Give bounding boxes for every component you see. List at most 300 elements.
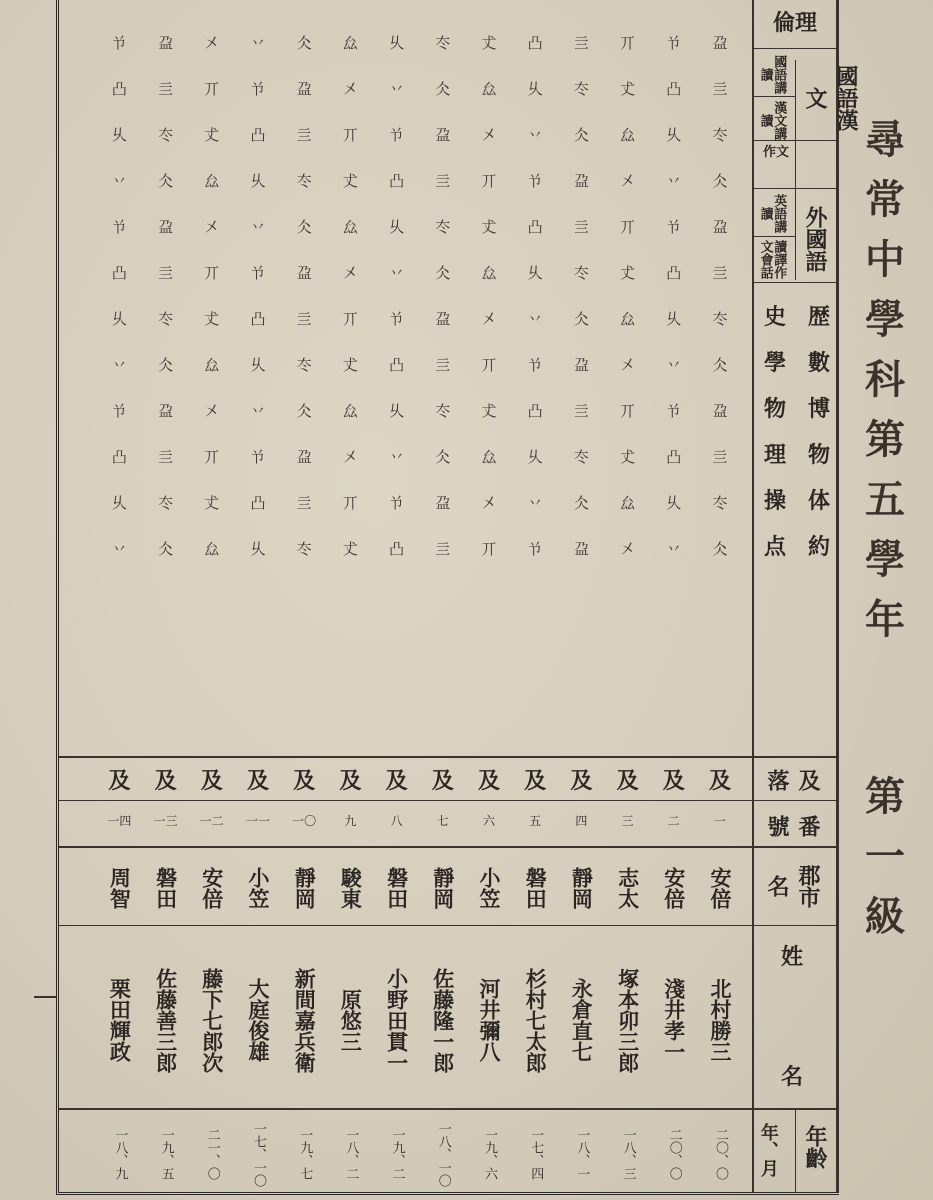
score-cell: 丷 [666, 172, 682, 190]
header-surname: 姓 [780, 944, 803, 970]
score-cell: 仌 [573, 126, 589, 144]
score-cell: 兯 [527, 540, 543, 558]
score-cell: 冭 [712, 494, 728, 512]
student-number: 一二 [199, 814, 224, 828]
score-cell: 盁 [158, 402, 174, 420]
score-cell: 丌 [481, 172, 497, 190]
student-name: 栗田輝政 [107, 978, 133, 1062]
score-cell: 丌 [204, 80, 220, 98]
pass-mark: 及 [154, 768, 177, 794]
pass-mark: 及 [708, 768, 731, 794]
score-cell: 𠀋 [204, 494, 220, 512]
score-cell: 仌 [296, 402, 312, 420]
score-cell: 丷 [666, 540, 682, 558]
score-cell: 盁 [573, 540, 589, 558]
gun-name: 靜岡 [569, 867, 595, 909]
score-cell: 仌 [158, 172, 174, 190]
score-cell: 凸 [666, 264, 682, 282]
score-cell: 冭 [296, 172, 312, 190]
score-cell: 凸 [111, 80, 127, 98]
score-cell: 仌 [435, 80, 451, 98]
student-age: 一八、一 [574, 1128, 590, 1180]
score-cell: 厽 [481, 448, 497, 466]
score-cell: 仌 [712, 356, 728, 374]
score-cell: 冭 [573, 264, 589, 282]
score-cell: 盁 [296, 80, 312, 98]
score-cell: 凸 [666, 448, 682, 466]
pass-mark: 及 [339, 768, 362, 794]
score-cell: 凸 [250, 494, 266, 512]
pass-mark: 及 [108, 768, 131, 794]
pass-mark: 及 [524, 768, 547, 794]
header-gun: 郡市名 [764, 864, 821, 908]
gun-name: 磐田 [153, 867, 179, 909]
student-age: 二〇、〇 [713, 1128, 728, 1180]
hdr-line-3 [752, 188, 836, 189]
score-cell: 丷 [666, 356, 682, 374]
student-name: 塚本卯三郎 [615, 967, 641, 1073]
score-cell: 仌 [158, 540, 174, 558]
header-age-unit: 年、月 [757, 1123, 779, 1177]
score-cell: 𠀋 [620, 264, 636, 282]
divider-scores [59, 756, 836, 758]
score-cell: 仌 [296, 34, 312, 52]
score-cell: 兯 [666, 218, 682, 236]
score-cell: 𠀋 [204, 126, 220, 144]
score-cell: 丷 [527, 310, 543, 328]
score-cell: 凸 [250, 126, 266, 144]
score-cell: 丌 [204, 448, 220, 466]
header-other-char: 物 [763, 396, 786, 422]
score-cell: 厽 [342, 34, 358, 52]
score-cell: 乆 [111, 310, 127, 328]
score-cell: 兯 [389, 310, 405, 328]
score-cell: 凸 [389, 172, 405, 190]
score-cell: 冭 [712, 310, 728, 328]
score-cell: 丌 [342, 310, 358, 328]
score-column [238, 20, 278, 572]
score-cell: 𠀋 [481, 34, 497, 52]
score-column [146, 20, 186, 572]
score-cell: 乆 [250, 172, 266, 190]
score-cell: 㐅 [620, 356, 636, 374]
pass-mark: 及 [662, 768, 685, 794]
student-age: 一九、二 [389, 1128, 405, 1180]
score-cell: 兯 [527, 172, 543, 190]
title-char: 年 [865, 596, 905, 643]
score-column [654, 20, 694, 572]
hdr-line-2 [752, 140, 836, 141]
score-cell: 仌 [296, 218, 312, 236]
student-number: 三 [621, 814, 634, 828]
score-cell: 丷 [527, 126, 543, 144]
student-name: 新間嘉兵衛 [292, 967, 318, 1073]
student-age: 一七、四 [528, 1128, 544, 1180]
score-cell: 冭 [435, 34, 451, 52]
score-cell: 丷 [527, 494, 543, 512]
score-cell: 兯 [111, 402, 127, 420]
score-cell: 亖 [296, 310, 312, 328]
score-cell: 盁 [712, 34, 728, 52]
score-cell: 亖 [158, 80, 174, 98]
gun-name: 磐田 [384, 867, 410, 909]
score-cell: 𠀋 [481, 218, 497, 236]
score-cell: 冭 [158, 310, 174, 328]
score-cell: 仌 [435, 264, 451, 282]
score-cell: 厽 [204, 356, 220, 374]
score-cell: 冭 [435, 402, 451, 420]
score-cell: 丌 [620, 402, 636, 420]
divider-number [59, 846, 836, 848]
score-cell: 乆 [666, 126, 682, 144]
score-column [515, 20, 555, 572]
student-age: 一八、二 [343, 1128, 359, 1180]
score-cell: 盁 [296, 264, 312, 282]
student-number: 一四 [107, 814, 132, 828]
header-rinri: 倫理 [772, 10, 817, 36]
student-number: 九 [344, 814, 357, 828]
score-cell: 亖 [158, 264, 174, 282]
score-cell: 丷 [111, 356, 127, 374]
student-age: 一八、一〇 [435, 1121, 451, 1187]
score-cell: 仌 [435, 448, 451, 466]
score-cell: 厽 [204, 540, 220, 558]
score-cell: 兯 [666, 34, 682, 52]
score-cell: 㐅 [204, 218, 220, 236]
score-cell: 盁 [573, 172, 589, 190]
pass-mark: 及 [431, 768, 454, 794]
score-cell: 𠀋 [620, 448, 636, 466]
header-other-char: 史 [763, 304, 786, 330]
score-cell: 凸 [111, 448, 127, 466]
student-number: 一〇 [292, 814, 317, 828]
score-cell: 㐅 [481, 310, 497, 328]
score-cell: 兯 [250, 264, 266, 282]
student-age: 一九、六 [482, 1128, 497, 1180]
gun-name: 安倍 [661, 867, 687, 909]
score-cell: 亖 [712, 264, 728, 282]
score-cell: 亖 [573, 218, 589, 236]
score-cell: 乆 [111, 494, 127, 512]
score-column [700, 20, 740, 572]
header-other-char: 物 [807, 442, 830, 468]
age-sub-separator [795, 1108, 796, 1192]
score-cell: 亖 [712, 80, 728, 98]
score-cell: 冭 [573, 448, 589, 466]
score-cell: 𠀋 [204, 310, 220, 328]
score-column [330, 20, 370, 572]
student-number: 六 [482, 814, 495, 828]
score-cell: 丷 [111, 172, 127, 190]
student-number: 一一 [245, 814, 270, 828]
score-cell: 盁 [158, 34, 174, 52]
student-name: 佐藤隆一郎 [430, 967, 456, 1073]
header-kokugo-sub: 國語講讀 [757, 54, 787, 94]
score-cell: 兯 [250, 448, 266, 466]
score-cell: 盁 [296, 448, 312, 466]
student-name: 北村勝三 [708, 978, 733, 1062]
score-cell: 乆 [250, 356, 266, 374]
gun-name: 靜岡 [292, 867, 318, 909]
score-cell: 乆 [527, 80, 543, 98]
student-number: 一 [713, 814, 726, 828]
score-cell: 亖 [296, 494, 312, 512]
header-other-char: 約 [807, 534, 830, 560]
score-column [561, 20, 601, 572]
score-cell: 丷 [389, 448, 405, 466]
title-char: 尋 [865, 116, 905, 163]
score-cell: 兯 [389, 494, 405, 512]
score-cell: 㐅 [204, 34, 220, 52]
header-sub-separator [795, 60, 796, 280]
gun-name: 志太 [615, 867, 641, 909]
score-cell: 仌 [158, 356, 174, 374]
grade-char: 一 [865, 833, 905, 880]
score-cell: 乆 [389, 218, 405, 236]
header-other-char: 点 [763, 534, 786, 560]
student-age: 一八、三 [620, 1128, 636, 1180]
score-cell: 盁 [435, 310, 451, 328]
student-age: 二〇、〇 [666, 1128, 682, 1180]
score-column [284, 20, 324, 572]
score-cell: 冭 [435, 218, 451, 236]
pass-mark: 及 [385, 768, 408, 794]
score-cell: 𠀋 [342, 540, 358, 558]
score-cell: 盁 [435, 126, 451, 144]
gun-name: 靜岡 [430, 867, 456, 909]
student-age: 一八、九 [112, 1128, 128, 1180]
score-cell: 亖 [573, 34, 589, 52]
title-char: 五 [865, 476, 905, 523]
title-char: 中 [865, 236, 905, 283]
score-cell: 兯 [666, 402, 682, 420]
score-cell: 兯 [111, 218, 127, 236]
score-column [608, 20, 648, 572]
score-cell: 丷 [389, 80, 405, 98]
gun-name: 駿東 [338, 867, 364, 909]
score-cell: 兯 [389, 126, 405, 144]
divider-name [59, 1108, 836, 1110]
score-cell: 㐅 [204, 402, 220, 420]
score-column [423, 20, 463, 572]
score-cell: 厽 [620, 310, 636, 328]
score-cell: 盁 [712, 402, 728, 420]
score-cell: 𠀋 [342, 356, 358, 374]
score-cell: 乆 [389, 402, 405, 420]
student-name: 佐藤善三郎 [153, 967, 179, 1073]
title-char: 學 [865, 536, 905, 583]
score-cell: 丌 [620, 34, 636, 52]
student-name: 小野田貫一 [384, 967, 410, 1073]
pass-mark: 及 [477, 768, 500, 794]
score-cell: 㐅 [481, 126, 497, 144]
gun-name: 小笠 [246, 867, 271, 909]
score-cell: 冭 [158, 494, 174, 512]
score-cell: 乆 [666, 494, 682, 512]
header-other-char: 歴 [807, 304, 830, 330]
score-cell: 㐅 [620, 540, 636, 558]
divider-gun [59, 925, 836, 926]
score-cell: 乆 [527, 448, 543, 466]
score-cell: 乆 [111, 126, 127, 144]
divider-pass [59, 800, 836, 801]
gun-name: 周智 [107, 867, 133, 909]
score-cell: 𠀋 [481, 402, 497, 420]
score-cell: 㐅 [342, 264, 358, 282]
score-cell: 厽 [342, 218, 358, 236]
score-cell: 㐅 [342, 80, 358, 98]
score-cell: 厽 [481, 80, 497, 98]
score-cell: 厽 [342, 402, 358, 420]
grade-char: 第 [865, 773, 905, 820]
score-cell: 丌 [481, 540, 497, 558]
score-cell: 乆 [389, 34, 405, 52]
header-number: 番號 [764, 815, 821, 837]
score-cell: 兯 [527, 356, 543, 374]
score-cell: 亖 [435, 540, 451, 558]
score-cell: 仌 [573, 494, 589, 512]
header-sakubun: 作文 [762, 145, 789, 160]
title-char: 第 [865, 416, 905, 463]
table-right-border [836, 0, 839, 1192]
pass-mark: 及 [200, 768, 223, 794]
student-number: 五 [529, 814, 542, 828]
score-cell: 亖 [712, 448, 728, 466]
score-cell: 凸 [527, 218, 543, 236]
score-cell: 凸 [527, 402, 543, 420]
score-cell: 丌 [342, 494, 358, 512]
score-cell: 凸 [527, 34, 543, 52]
score-cell: 丷 [250, 218, 266, 236]
student-number: 四 [575, 814, 588, 828]
header-age: 年齡 [802, 1125, 828, 1169]
score-cell: 厽 [620, 494, 636, 512]
score-cell: 盁 [158, 218, 174, 236]
margin-mark [34, 996, 56, 998]
header-other-char: 學 [763, 350, 786, 376]
student-age: 二一、〇 [204, 1128, 220, 1180]
grade-char: 級 [865, 893, 905, 940]
gun-name: 安倍 [199, 867, 225, 909]
score-cell: 㐅 [481, 494, 497, 512]
header-pass: 及落 [764, 769, 821, 791]
page-title [862, 116, 908, 660]
score-cell: 冭 [296, 540, 312, 558]
score-cell: 亖 [573, 402, 589, 420]
score-cell: 凸 [389, 356, 405, 374]
header-other-char: 數 [807, 350, 830, 376]
gun-name: 安倍 [708, 867, 733, 909]
score-cell: 丌 [481, 356, 497, 374]
score-cell: 亖 [158, 448, 174, 466]
header-other-char: 体 [807, 488, 830, 514]
student-age: 一九、七 [297, 1128, 313, 1180]
score-cell: 丌 [620, 218, 636, 236]
student-name: 杉村七太郎 [523, 967, 549, 1073]
score-cell: 兯 [250, 80, 266, 98]
score-cell: 乆 [527, 264, 543, 282]
gun-name: 小笠 [477, 867, 502, 909]
score-cell: 丷 [250, 402, 266, 420]
student-age: 一九、五 [158, 1128, 174, 1180]
hdr-line-5 [752, 96, 795, 97]
pass-mark: 及 [616, 768, 639, 794]
score-cell: 盁 [435, 494, 451, 512]
score-cell: 仌 [573, 310, 589, 328]
student-name: 藤下七郎次 [199, 967, 225, 1073]
score-cell: 𠀋 [620, 80, 636, 98]
score-cell: 盁 [712, 218, 728, 236]
header-dokuyaku-sub: 讀譯作文會話 [757, 239, 787, 279]
gun-name: 磐田 [523, 867, 549, 909]
score-cell: 凸 [250, 310, 266, 328]
score-cell: 厽 [481, 264, 497, 282]
score-cell: 冭 [296, 356, 312, 374]
score-cell: 乆 [666, 310, 682, 328]
score-cell: 丷 [389, 264, 405, 282]
score-cell: 凸 [666, 80, 682, 98]
score-column [99, 20, 139, 572]
student-number: 一三 [153, 814, 178, 828]
score-cell: 㐅 [342, 448, 358, 466]
header-kokugo-kanbun: 國語漢文 [802, 65, 859, 131]
score-cell: 丷 [111, 540, 127, 558]
score-cell: 亖 [435, 172, 451, 190]
score-cell: 凸 [111, 264, 127, 282]
score-column [377, 20, 417, 572]
header-other-char: 博 [807, 396, 830, 422]
score-cell: 乆 [250, 540, 266, 558]
header-other-char: 理 [763, 442, 786, 468]
score-cell: 亖 [296, 126, 312, 144]
student-name: 河井彌八 [477, 978, 502, 1062]
score-cell: 仌 [712, 172, 728, 190]
header-other-char: 操 [763, 488, 786, 514]
score-cell: 冭 [158, 126, 174, 144]
hdr-line-6 [752, 236, 795, 237]
pass-mark: 及 [293, 768, 316, 794]
pass-mark: 及 [570, 768, 593, 794]
title-char: 學 [865, 296, 905, 343]
student-name: 大庭俊雄 [246, 978, 271, 1062]
header-kanbun-sub: 漢文講讀 [757, 100, 787, 140]
student-number: 七 [436, 814, 449, 828]
score-cell: 𠀋 [342, 172, 358, 190]
score-cell: 亖 [435, 356, 451, 374]
score-cell: 盁 [573, 356, 589, 374]
pass-mark: 及 [246, 768, 269, 794]
score-cell: 冭 [712, 126, 728, 144]
score-cell: 仌 [712, 540, 728, 558]
header-given: 名 [780, 1064, 803, 1090]
score-cell: 兯 [111, 34, 127, 52]
score-cell: 厽 [204, 172, 220, 190]
student-number: 八 [390, 814, 403, 828]
hdr-line-1 [752, 48, 836, 49]
score-cell: 丷 [250, 34, 266, 52]
header-separator [752, 0, 754, 1192]
score-column [192, 20, 232, 572]
title-char: 常 [865, 176, 905, 223]
score-cell: 凸 [389, 540, 405, 558]
score-cell: 㐅 [620, 172, 636, 190]
header-eigo-sub: 英語講讀 [757, 193, 787, 233]
score-cell: 冭 [573, 80, 589, 98]
score-cell: 厽 [620, 126, 636, 144]
score-cell: 丌 [204, 264, 220, 282]
student-age: 一七、一〇 [251, 1121, 266, 1187]
score-column [469, 20, 509, 572]
